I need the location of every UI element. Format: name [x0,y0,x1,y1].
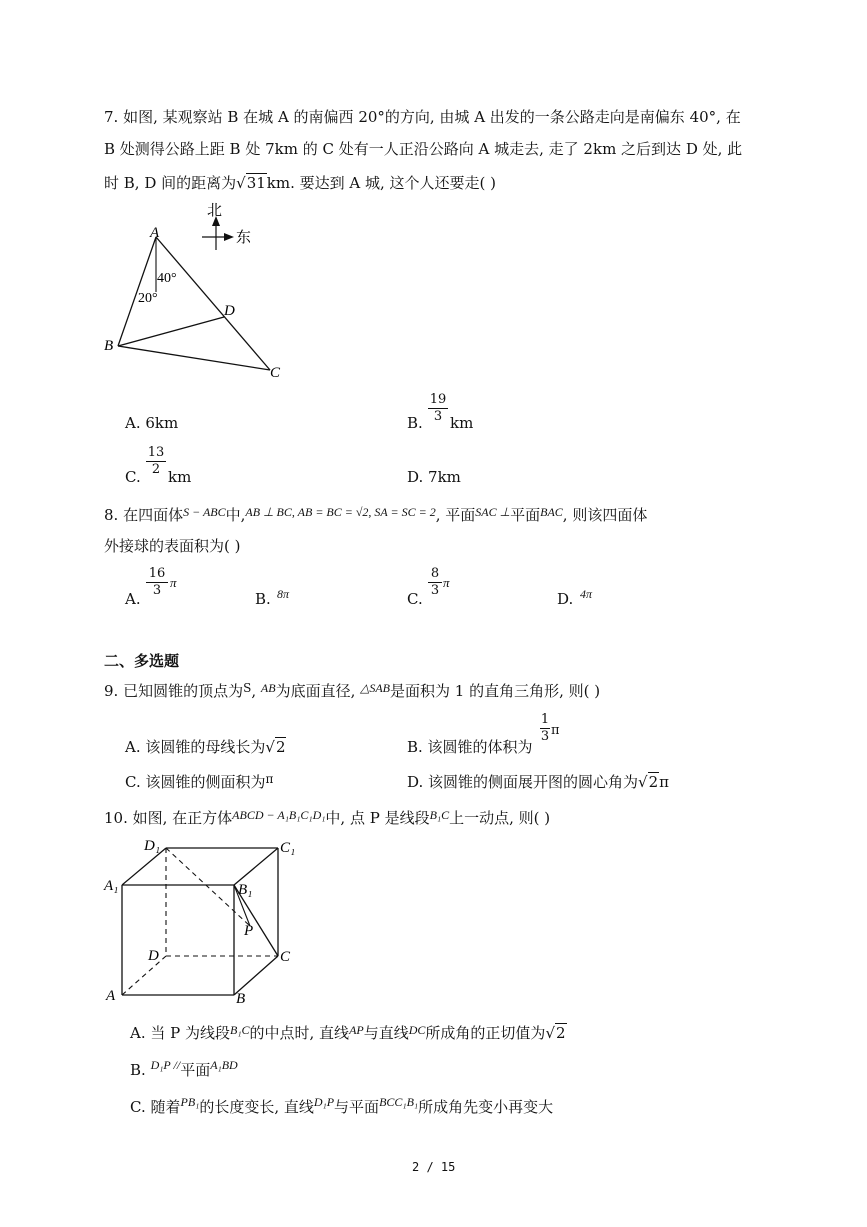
q9-option-a-text: A. 该圆锥的母线长为 [125,738,266,756]
q10-option-b-pre: B. [130,1061,146,1079]
north-label: 北 [207,203,223,219]
q9-option-d-text: D. 该圆锥的侧面展开图的圆心角为 [407,773,639,791]
q10-option-b [130,1058,238,1080]
q8-math-conditions: AB ⊥ BC, AB = BC = √2, SA = SC = 2 [245,505,436,519]
vertex-C-label: C [280,949,291,965]
q10-math-segment: B₁C [429,808,450,822]
angle-40-label: 40° [157,271,177,286]
q10-math-cube: ABCD − A₁B₁C₁D₁ [232,808,326,822]
q8-option-b-value: 8π [277,587,290,601]
q9-option-c-value: π [265,772,274,786]
fraction-denominator: 2 [146,461,166,478]
fraction-numerator: 16 [148,566,166,581]
q10-option-a-post: 所成角的正切值为 [425,1024,546,1042]
q10-option-a-pre: A. 当 P 为线段 [130,1024,230,1042]
q10-option-c-plane: BCC₁B₁ [379,1095,419,1109]
point-B-label: B [104,338,114,354]
vertex-D-label: D [148,948,159,964]
q10-option-c-post: 所成角先变小再变大 [418,1098,554,1116]
q7-triangle-figure [100,200,300,385]
q7-option-b-unit: km [450,414,474,432]
q10-text-mid: 中, 点 P 是线段 [325,809,430,827]
sqrt-symbol: √31 [236,174,266,192]
q8-option-a-prefix: A. [125,590,141,608]
fraction-denominator: 3 [540,729,550,744]
q7-option-a: A. 6km [125,414,179,432]
angle-20-label: 20° [138,291,158,306]
vertex-A1-label: A₁ [104,878,119,894]
q8-line1 [104,504,647,525]
q7-line3 [104,172,496,193]
sqrt-symbol: √2 [545,1024,566,1042]
q8-math-plane-sac: SAC ⊥ [475,505,511,519]
q9-option-c-text: C. 该圆锥的侧面积为 [125,773,266,791]
vertex-D1-label: D₁ [144,838,161,854]
fraction-numerator: 19 [429,392,447,407]
q7-line2: B 处测得公路上距 B 处 7km 的 C 处有一人正沿公路向 A 城走去, 走了 2km 之后到达 D 处, 此 [104,140,743,158]
q9-option-b-fraction [540,712,550,745]
q10-option-a-seg: B₁C [230,1023,250,1037]
fraction-denominator: 3 [146,582,168,599]
page-number: 2 / 15 [412,1160,456,1174]
q7-option-c-prefix: C. [125,468,141,486]
q7-line3-post: km. 要达到 A 城, 这个人还要走( ) [266,174,497,192]
q9-line1 [104,680,600,701]
q8-text-mid2: , 平面 [435,506,476,524]
q10-option-c-mid: 的长度变长, 直线 [199,1098,314,1116]
vertex-B-label: B [236,991,246,1007]
point-C-label: C [270,365,281,381]
q9-option-a [125,736,286,757]
fraction-numerator: 8 [430,566,440,581]
q10-option-b-mid: 平面 [180,1061,211,1079]
q9-option-c [125,771,273,792]
q9-text-post: 是面积为 1 的直角三角形, 则( ) [390,682,601,700]
vertex-C1-label: C₁ [280,840,296,856]
fraction-numerator: 1 [540,712,550,727]
fraction-denominator: 3 [428,582,442,599]
q10-text-pre: 10. 如图, 在正方体 [104,809,233,827]
q8-option-a-pi: π [170,575,177,590]
q8-option-d-prefix: D. [557,590,574,608]
q10-option-c-pb: PB₁ [180,1095,200,1109]
q9-option-d-pi: π [659,773,669,791]
q9-option-d-radicand: 2 [648,773,659,791]
q7-radicand: 31 [246,174,266,192]
q9-vertex-s: S [243,681,252,695]
q10-text-post: 上一动点, 则( ) [449,809,551,827]
q10-option-c-pre: C. 随着 [130,1098,181,1116]
q10-option-b-plane: A₁BD [210,1058,238,1072]
q8-option-d-value: 4π [580,587,593,601]
point-A-label: A [150,225,160,241]
q9-text-mid2: 为底面直径, [275,682,356,700]
q10-option-a-mid: 的中点时, 直线 [249,1024,350,1042]
q9-math-ab: AB [260,681,276,695]
sqrt-symbol: √2 [265,738,286,756]
q10-option-c [130,1095,553,1117]
q9-option-b-pi: π [551,723,560,738]
q8-text-mid1: 中, [225,506,246,524]
q10-option-a-dc: DC [408,1023,426,1037]
q7-line3-pre: 时 B, D 间的距离为 [104,174,237,192]
q8-text-pre: 8. 在四面体 [104,506,184,524]
q8-math-plane-bac: BAC [540,505,563,519]
q9-option-d [407,771,669,792]
q7-option-b-fraction [428,392,448,425]
q8-math-tetrahedron: S − ABC [183,505,226,519]
point-P-label: P [244,923,254,939]
point-D-label: D [224,303,235,319]
q10-line1 [104,807,550,828]
vertex-B1-label: B₁ [238,882,253,898]
q7-option-b-prefix: B. [407,414,423,432]
q7-option-d: D. 7km [407,468,461,486]
q8-text-mid3: 平面 [510,506,541,524]
q9-math-triangle: △SAB [360,681,391,695]
q10-option-b-math: D₁P // [150,1058,181,1072]
section-title: 二、多选题 [104,652,180,670]
q7-option-c-fraction [146,445,166,478]
q9-text-pre: 9. 已知圆锥的顶点为 [104,682,244,700]
q7-option-c-unit: km [168,468,192,486]
q9-option-a-radicand: 2 [275,738,286,756]
q8-option-a-fraction [146,566,168,599]
fraction-denominator: 3 [428,408,448,425]
vertex-A-label: A [106,988,116,1004]
q10-option-a-ap: AP [349,1023,364,1037]
q8-option-c-fraction [428,566,442,599]
q10-option-a-mid2: 与直线 [363,1024,409,1042]
q10-option-a [130,1022,567,1043]
q10-option-c-dp: D₁P [313,1095,335,1109]
q8-option-c-prefix: C. [407,590,423,608]
q8-option-b-prefix: B. [255,590,271,608]
east-label: 东 [236,230,252,246]
fraction-numerator: 13 [147,445,165,460]
q8-line2: 外接球的表面积为( ) [104,537,241,555]
q7-line1: 7. 如图, 某观察站 B 在城 A 的南偏西 20°的方向, 由城 A 出发的一条公路走向是南偏东 40°, 在 [104,108,741,126]
q8-option-c-pi: π [443,575,450,590]
q9-option-b: B. 该圆锥的体积为 [407,738,533,756]
q10-option-c-mid2: 与平面 [334,1098,380,1116]
q8-text-post: , 则该四面体 [562,506,648,524]
q9-text-mid: , [251,682,257,700]
q10-cube-figure [100,830,310,1010]
q10-option-a-radicand: 2 [556,1024,566,1042]
sqrt-symbol: √2 [638,773,659,791]
